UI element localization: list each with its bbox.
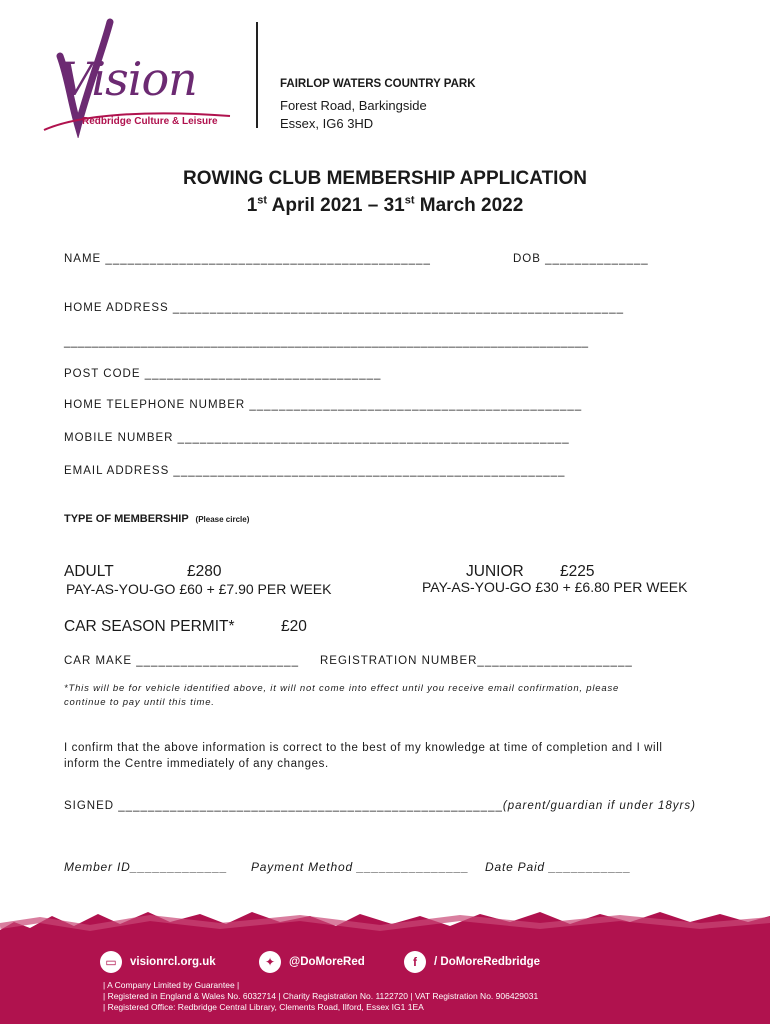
payment-method-field[interactable]: Payment Method _______________ [251,860,470,874]
car-permit-price: £20 [281,618,307,635]
home-address-field[interactable]: HOME ADDRESS _____________________________________________________________ [64,302,624,314]
twitter-link[interactable]: ✦ @DoMoreRed [259,951,365,973]
form-title: ROWING CLUB MEMBERSHIP APPLICATION [183,168,587,189]
dob-field[interactable]: DOB ______________ [513,253,649,265]
form-period: 1st April 2021 – 31st March 2022 [246,194,524,216]
facebook-icon: f [404,951,426,973]
registration-number-field[interactable]: REGISTRATION NUMBER_____________________ [320,655,633,667]
adult-option-price: £280 [187,563,222,580]
adult-payg-option[interactable]: PAY-AS-YOU-GO £60 + £7.90 PER WEEK [66,581,332,597]
car-permit-note-line-2: continue to pay until this time. [64,697,215,708]
member-id-field[interactable]: Member ID_____________ [64,860,228,874]
address-line-1: Forest Road, Barkingside [280,98,427,113]
car-permit-option-label[interactable]: CAR SEASON PERMIT* [64,618,235,635]
header-divider [256,22,258,128]
logo-tagline: Redbridge Culture & Leisure [82,116,218,127]
signature-guardian-note: (parent/guardian if under 18yrs) [502,800,696,812]
confirmation-line-2: inform the Centre immediately of any changes. [64,758,329,770]
twitter-icon: ✦ [259,951,281,973]
address-continuation-field[interactable]: ___________________________________________________________________________ [64,336,589,348]
confirmation-line-1: I confirm that the above information is correct to the best of my knowledge at time of completion and I will [64,742,663,754]
email-address-field[interactable]: EMAIL ADDRESS _____________________________________________________ [64,465,566,477]
junior-payg-option[interactable]: PAY-AS-YOU-GO £30 + £6.80 PER WEEK [422,579,688,595]
junior-option-label[interactable]: JUNIOR [466,563,524,580]
car-make-field[interactable]: CAR MAKE ______________________ [64,655,299,667]
legal-line-3: | Registered Office: Redbridge Central Library, Clements Road, Ilford, Essex IG1 1EA [103,1002,424,1012]
mobile-number-field[interactable]: MOBILE NUMBER _____________________________________________________ [64,432,570,444]
legal-line-1: | A Company Limited by Guarantee | [103,980,240,990]
membership-heading: TYPE OF MEMBERSHIP (Please circle) [64,513,250,525]
laptop-icon: ▭ [100,951,122,973]
adult-option-label[interactable]: ADULT [64,563,114,580]
junior-option-price: £225 [560,563,595,580]
venue-name: FAIRLOP WATERS COUNTRY PARK [280,78,476,90]
post-code-field[interactable]: POST CODE ________________________________ [64,368,382,380]
facebook-link[interactable]: f / DoMoreRedbridge [404,951,540,973]
address-line-2: Essex, IG6 3HD [280,116,374,131]
home-telephone-field[interactable]: HOME TELEPHONE NUMBER _____________________________________________ [64,399,583,411]
legal-line-2: | Registered in England & Wales No. 6032714 | Charity Registration No. 1122720 | VAT Registration No. 906429031 [103,991,539,1001]
logo-word: Vision [60,52,197,106]
membership-heading-note: (Please circle) [195,515,250,524]
name-field[interactable]: NAME ____________________________________________ [64,253,431,265]
car-permit-note-line-1: *This will be for vehicle identified above, it will not come into effect until you receive email confirmation, please [64,683,620,694]
website-link[interactable]: ▭ visionrcl.org.uk [100,951,216,973]
date-paid-field[interactable]: Date Paid ___________ [485,860,632,874]
signature-field[interactable]: SIGNED ____________________________________________________(parent/guardian if under 18yrs) [64,800,696,812]
